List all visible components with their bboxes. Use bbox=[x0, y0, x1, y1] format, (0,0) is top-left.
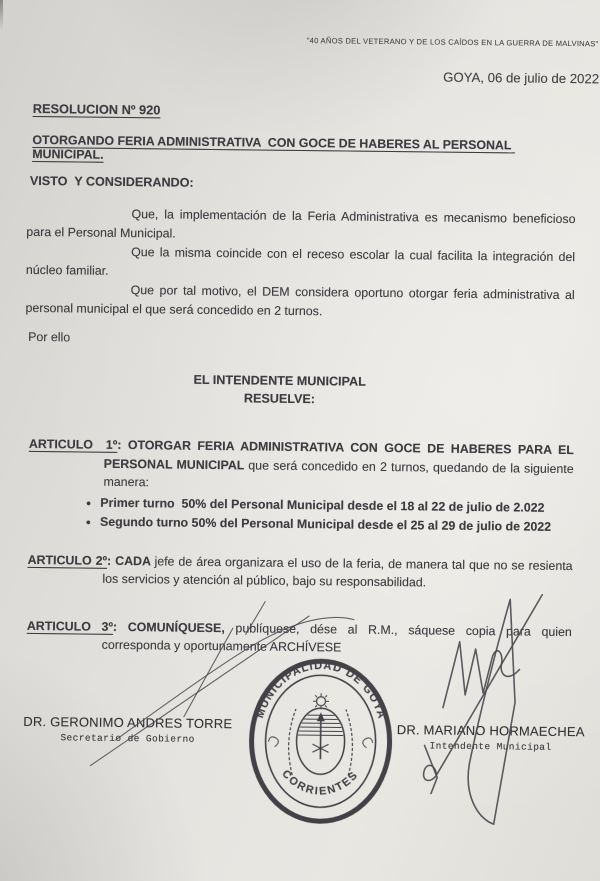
article-3-text: publíquese, dése al R.M., sáquese copia para quien corresponda y oportunamente ARCHÍVESE bbox=[101, 620, 572, 655]
turno-item: • Primer turno 50% del Personal Municipal desde el 18 al 22 de julio de 2.022 bbox=[161, 494, 573, 518]
article-2 bbox=[27, 550, 572, 593]
secretary-name: DR. GERONIMO ANDRES TORRE bbox=[23, 713, 233, 731]
article-3-lead: : COMUNÍQUESE, bbox=[112, 619, 236, 635]
signature-block-mayor bbox=[383, 721, 597, 752]
signatures-zone bbox=[0, 661, 596, 881]
seal-bottom-text: CORRIENTES bbox=[279, 767, 362, 798]
article-1-label: ARTICULO 1º bbox=[28, 436, 118, 452]
article-1-lead: : OTORGAR FERIA ADMINISTRATIVA CON GOCE DE HABERES PARA EL PERSONAL MUNICIPAL bbox=[103, 437, 574, 472]
considerando-paragraph: Que, la implementación de la Feria Administrativa es mecanismo beneficioso para el Personal Municipal. bbox=[26, 207, 576, 241]
article-2-text: jefe de área organizara el uso de la feria, de manera tal que no se resienta los servicios y atención al público, bajo su responsabilidad. bbox=[102, 553, 573, 590]
malvinas-motto: "40 AÑOS DEL VETERANO Y DE LOS CAÍDOS EN LA GUERRA DE MALVINAS" bbox=[306, 36, 599, 49]
article-1 bbox=[28, 435, 574, 538]
mayor-name: DR. MARIANO HORMAECHEA bbox=[396, 721, 585, 739]
resolution-subject: OTORGANDO FERIA ADMINISTRATIVA CON GOCE DE HABERES AL PERSONAL MUNICIPAL. bbox=[32, 132, 516, 162]
visto-heading: VISTO Y CONSIDERANDO: bbox=[29, 173, 194, 190]
photo-edge-artifact bbox=[0, 0, 3, 30]
resolve-line1: EL INTENDENTE MUNICIPAL bbox=[193, 372, 366, 389]
considerando-paragraph: Que por tal motivo, el DEM considera oportuno otorgar feria administrativa al personal municipal el que será concedido en 2 turnos. bbox=[25, 283, 575, 318]
municipal-seal-stamp bbox=[245, 650, 397, 832]
svg-text:CORRIENTES bbox=[279, 767, 361, 797]
turno-item: • Segundo turno 50% del Personal Municipal desde el 25 al 29 de julio de 2022 bbox=[161, 513, 573, 537]
article-2-label: ARTICULO 2º bbox=[27, 552, 108, 568]
signature-block-secretary bbox=[22, 713, 234, 744]
considerandos-section bbox=[25, 204, 575, 323]
considerando-paragraph: Que la misma coincide con el receso escolar la cual facilita la integración del núcleo familiar. bbox=[25, 245, 576, 278]
resolve-heading bbox=[0, 370, 560, 411]
articles-section bbox=[27, 435, 574, 660]
turnos-list bbox=[99, 493, 573, 537]
resolution-number: RESOLUCION Nº 920 bbox=[32, 100, 161, 118]
article-2-lead: : CADA bbox=[106, 553, 155, 568]
article-3-label: ARTICULO 3º bbox=[26, 618, 114, 634]
place-date: GOYA, 06 de julio de 2022 bbox=[443, 69, 600, 87]
svg-text:MUNICIPALIDAD DE GOYA bbox=[254, 659, 388, 721]
secretary-role: Secretario de Gobierno bbox=[60, 731, 195, 745]
seal-top-text: MUNICIPALIDAD DE GOYA bbox=[253, 659, 388, 721]
por-ello: Por ello bbox=[28, 329, 71, 345]
resolve-line2: RESUELVE: bbox=[243, 390, 316, 406]
mayor-role: Intendente Municipal bbox=[429, 739, 552, 753]
article-1-text: que será concedido en 2 turnos, quedando de la siguiente manera: bbox=[103, 457, 574, 490]
